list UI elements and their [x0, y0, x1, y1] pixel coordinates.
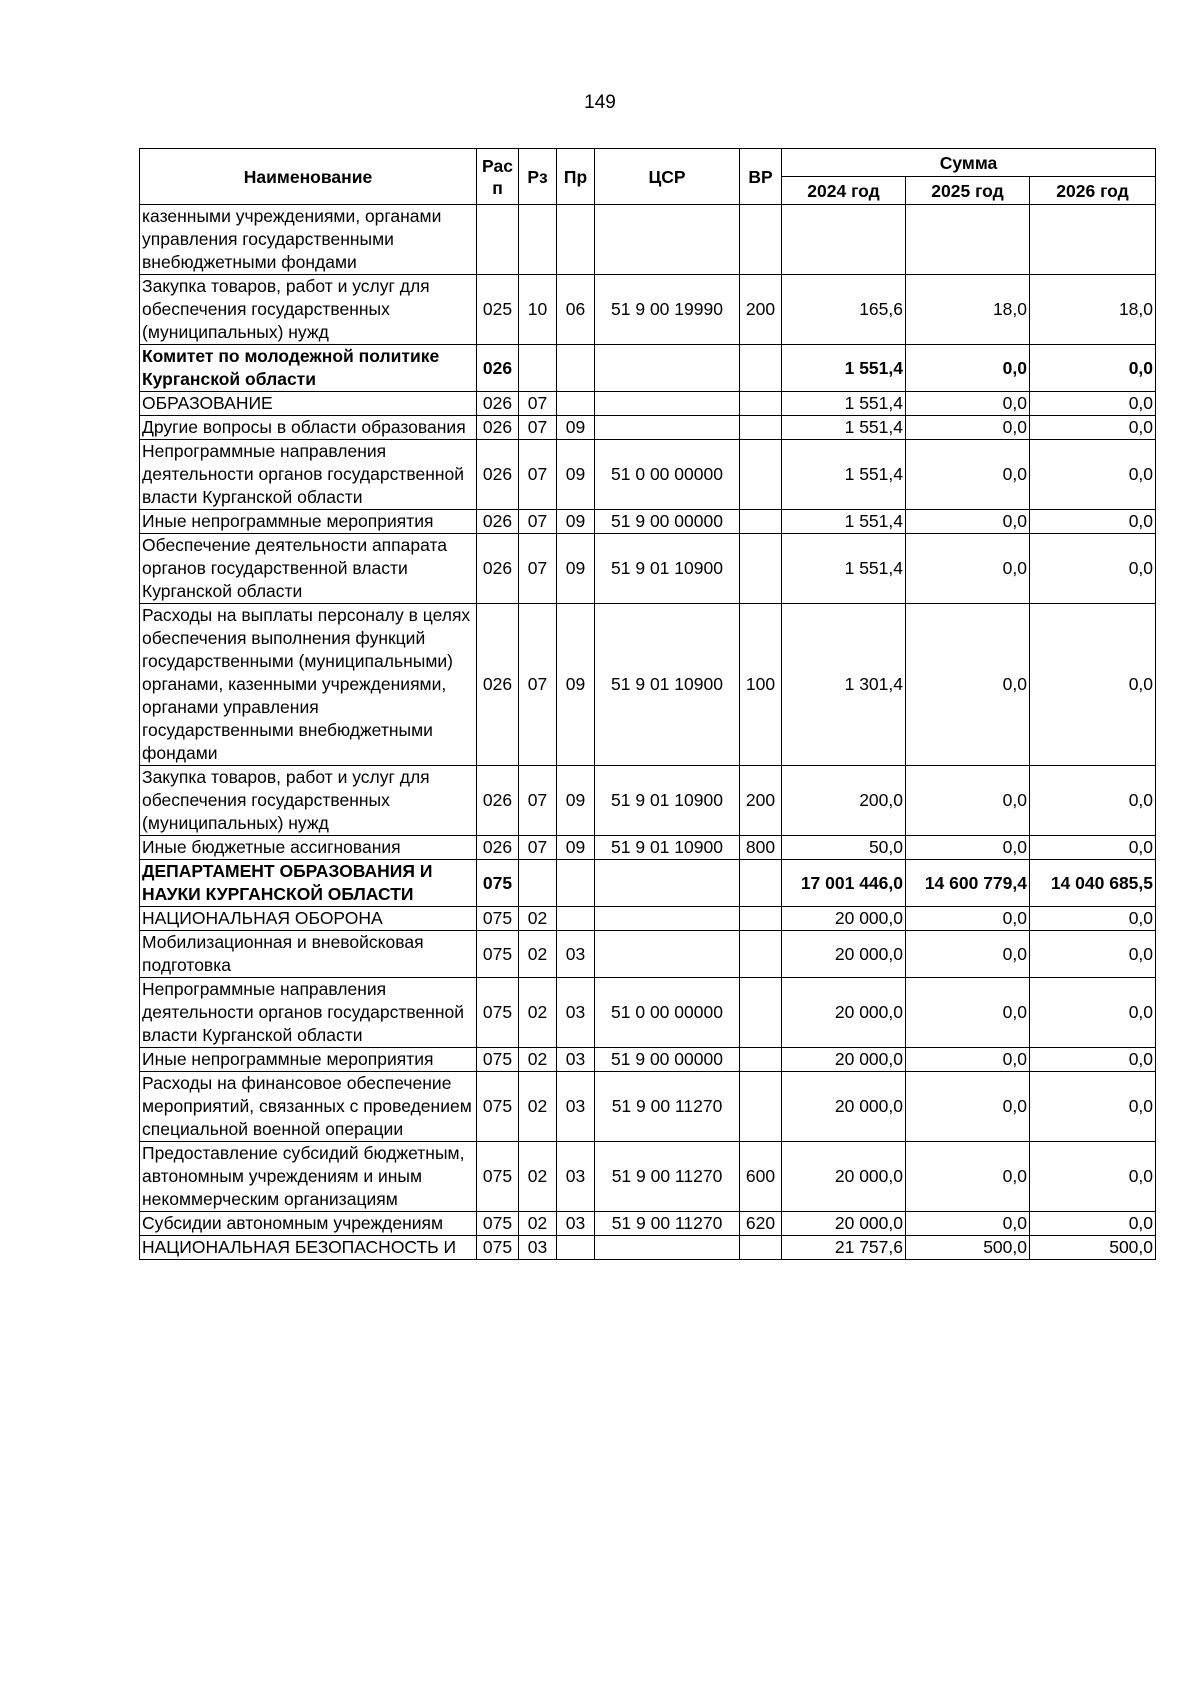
cell-2026: 0,0 — [1030, 440, 1156, 510]
cell-vr — [740, 534, 782, 604]
cell-2026: 0,0 — [1030, 978, 1156, 1048]
cell-csr: 51 0 00 00000 — [595, 978, 740, 1048]
table-row — [140, 1236, 1156, 1260]
cell-csr — [595, 416, 740, 440]
cell-rasp: 075 — [477, 1072, 519, 1142]
cell-2025: 0,0 — [906, 604, 1030, 766]
cell-name: Расходы на финансовое обеспечение мероприятий, связанных с проведением специальной военной операции — [140, 1072, 477, 1142]
cell-name: ОБРАЗОВАНИЕ — [140, 392, 477, 416]
table-row — [140, 907, 1156, 931]
header-year-2024: 2024 год — [782, 177, 906, 205]
cell-vr: 620 — [740, 1212, 782, 1236]
cell-vr — [740, 205, 782, 275]
cell-vr — [740, 1236, 782, 1260]
cell-name: Обеспечение деятельности аппарата органов государственной власти Курганской области — [140, 534, 477, 604]
cell-rasp: 026 — [477, 345, 519, 392]
cell-pr: 03 — [557, 931, 595, 978]
cell-rasp: 075 — [477, 1236, 519, 1260]
table-row — [140, 416, 1156, 440]
cell-csr: 51 9 00 11270 — [595, 1212, 740, 1236]
header-rz: Рз — [519, 149, 557, 205]
cell-pr — [557, 205, 595, 275]
cell-2025: 0,0 — [906, 440, 1030, 510]
cell-name: Предоставление субсидий бюджетным, автономным учреждениям и иным некоммерческим организациям — [140, 1142, 477, 1212]
cell-2024: 1 301,4 — [782, 604, 906, 766]
cell-rz: 07 — [519, 604, 557, 766]
cell-vr — [740, 978, 782, 1048]
cell-rz: 07 — [519, 392, 557, 416]
cell-pr: 03 — [557, 1212, 595, 1236]
cell-rasp: 026 — [477, 440, 519, 510]
cell-name: Закупка товаров, работ и услуг для обеспечения государственных (муниципальных) нужд — [140, 275, 477, 345]
cell-2025: 14 600 779,4 — [906, 860, 1030, 907]
table-row — [140, 766, 1156, 836]
cell-csr: 51 9 00 11270 — [595, 1072, 740, 1142]
cell-2026: 0,0 — [1030, 766, 1156, 836]
cell-name: Комитет по молодежной политике Курганской области — [140, 345, 477, 392]
table-row — [140, 275, 1156, 345]
table-row — [140, 860, 1156, 907]
cell-pr: 03 — [557, 1142, 595, 1212]
cell-rasp: 026 — [477, 604, 519, 766]
cell-2024: 20 000,0 — [782, 978, 906, 1048]
cell-vr — [740, 345, 782, 392]
cell-2025: 0,0 — [906, 392, 1030, 416]
cell-2026: 500,0 — [1030, 1236, 1156, 1260]
cell-rz: 07 — [519, 534, 557, 604]
cell-csr: 51 9 00 11270 — [595, 1142, 740, 1212]
header-rasp: Рас п — [477, 149, 519, 205]
cell-name: Другие вопросы в области образования — [140, 416, 477, 440]
cell-rz: 03 — [519, 1236, 557, 1260]
cell-csr: 51 9 00 00000 — [595, 1048, 740, 1072]
cell-rasp: 075 — [477, 978, 519, 1048]
cell-2026: 0,0 — [1030, 907, 1156, 931]
cell-vr — [740, 1072, 782, 1142]
cell-pr: 09 — [557, 604, 595, 766]
cell-vr — [740, 416, 782, 440]
cell-2024: 20 000,0 — [782, 1142, 906, 1212]
cell-rasp: 026 — [477, 510, 519, 534]
cell-csr — [595, 860, 740, 907]
cell-2025: 18,0 — [906, 275, 1030, 345]
cell-pr: 03 — [557, 978, 595, 1048]
table-row — [140, 1048, 1156, 1072]
table-row — [140, 440, 1156, 510]
cell-pr: 09 — [557, 440, 595, 510]
cell-rasp: 075 — [477, 1142, 519, 1212]
cell-rz: 07 — [519, 510, 557, 534]
table-row — [140, 604, 1156, 766]
cell-2025: 0,0 — [906, 345, 1030, 392]
header-year-2026: 2026 год — [1030, 177, 1156, 205]
table-row — [140, 1142, 1156, 1212]
cell-vr — [740, 1048, 782, 1072]
cell-name: Непрограммные направления деятельности органов государственной власти Курганской области — [140, 978, 477, 1048]
cell-2024 — [782, 205, 906, 275]
cell-2025: 500,0 — [906, 1236, 1030, 1260]
cell-rz: 07 — [519, 416, 557, 440]
cell-rz: 02 — [519, 931, 557, 978]
cell-2024: 20 000,0 — [782, 1072, 906, 1142]
cell-pr — [557, 1236, 595, 1260]
cell-2024: 1 551,4 — [782, 392, 906, 416]
cell-pr — [557, 907, 595, 931]
cell-pr — [557, 345, 595, 392]
cell-rasp: 026 — [477, 392, 519, 416]
cell-2024: 21 757,6 — [782, 1236, 906, 1260]
cell-vr: 200 — [740, 275, 782, 345]
cell-2025: 0,0 — [906, 510, 1030, 534]
cell-2025: 0,0 — [906, 1142, 1030, 1212]
cell-2025: 0,0 — [906, 416, 1030, 440]
cell-pr: 06 — [557, 275, 595, 345]
cell-pr: 09 — [557, 836, 595, 860]
table-row — [140, 1212, 1156, 1236]
cell-vr — [740, 907, 782, 931]
cell-vr: 600 — [740, 1142, 782, 1212]
cell-2026: 0,0 — [1030, 416, 1156, 440]
cell-rasp: 026 — [477, 766, 519, 836]
cell-rz: 07 — [519, 766, 557, 836]
cell-vr — [740, 860, 782, 907]
cell-rasp — [477, 205, 519, 275]
cell-rz: 07 — [519, 836, 557, 860]
table-row — [140, 534, 1156, 604]
table-row — [140, 345, 1156, 392]
cell-rasp: 075 — [477, 1048, 519, 1072]
cell-2026: 0,0 — [1030, 510, 1156, 534]
cell-csr: 51 9 01 10900 — [595, 604, 740, 766]
cell-name: НАЦИОНАЛЬНАЯ ОБОРОНА — [140, 907, 477, 931]
table-header — [140, 149, 1156, 205]
cell-2026: 0,0 — [1030, 931, 1156, 978]
cell-csr: 51 9 01 10900 — [595, 836, 740, 860]
cell-2026 — [1030, 205, 1156, 275]
cell-vr — [740, 440, 782, 510]
cell-2025: 0,0 — [906, 766, 1030, 836]
cell-rz — [519, 860, 557, 907]
cell-rz — [519, 205, 557, 275]
header-name: Наименование — [140, 149, 477, 205]
budget-table — [139, 148, 1156, 1260]
cell-rz: 02 — [519, 1142, 557, 1212]
table-row — [140, 836, 1156, 860]
header-csr: ЦСР — [595, 149, 740, 205]
table-row — [140, 931, 1156, 978]
table-row — [140, 510, 1156, 534]
page-number: 149 — [584, 92, 616, 113]
cell-2024: 20 000,0 — [782, 907, 906, 931]
cell-pr: 03 — [557, 1048, 595, 1072]
cell-rasp: 026 — [477, 416, 519, 440]
cell-vr — [740, 510, 782, 534]
cell-2025: 0,0 — [906, 836, 1030, 860]
cell-2025: 0,0 — [906, 931, 1030, 978]
cell-csr — [595, 205, 740, 275]
cell-rasp: 075 — [477, 860, 519, 907]
cell-pr: 09 — [557, 534, 595, 604]
cell-name: Мобилизационная и вневойсковая подготовка — [140, 931, 477, 978]
cell-2024: 200,0 — [782, 766, 906, 836]
cell-rasp: 075 — [477, 1212, 519, 1236]
cell-csr — [595, 931, 740, 978]
cell-2024: 50,0 — [782, 836, 906, 860]
cell-2024: 17 001 446,0 — [782, 860, 906, 907]
cell-rz: 02 — [519, 978, 557, 1048]
cell-2026: 0,0 — [1030, 1072, 1156, 1142]
cell-rz: 07 — [519, 440, 557, 510]
cell-vr: 200 — [740, 766, 782, 836]
cell-2025 — [906, 205, 1030, 275]
cell-2025: 0,0 — [906, 1072, 1030, 1142]
header-pr: Пр — [557, 149, 595, 205]
table-row — [140, 1072, 1156, 1142]
cell-rasp: 026 — [477, 534, 519, 604]
cell-vr — [740, 392, 782, 416]
cell-2024: 1 551,4 — [782, 416, 906, 440]
cell-rasp: 075 — [477, 907, 519, 931]
cell-csr: 51 0 00 00000 — [595, 440, 740, 510]
cell-name: Субсидии автономным учреждениям — [140, 1212, 477, 1236]
cell-name: Закупка товаров, работ и услуг для обеспечения государственных (муниципальных) нужд — [140, 766, 477, 836]
cell-csr — [595, 1236, 740, 1260]
table-row — [140, 978, 1156, 1048]
cell-2025: 0,0 — [906, 907, 1030, 931]
cell-name: Расходы на выплаты персоналу в целях обеспечения выполнения функций государственными (муниципальными) органами, казенными учреждениями, органами управления государственными внебюджетными фондами — [140, 604, 477, 766]
cell-name: Иные непрограммные мероприятия — [140, 510, 477, 534]
cell-name: Непрограммные направления деятельности органов государственной власти Курганской области — [140, 440, 477, 510]
cell-2026: 18,0 — [1030, 275, 1156, 345]
cell-rasp: 026 — [477, 836, 519, 860]
table-row — [140, 392, 1156, 416]
cell-csr: 51 9 01 10900 — [595, 534, 740, 604]
cell-2024: 20 000,0 — [782, 1212, 906, 1236]
cell-name: ДЕПАРТАМЕНТ ОБРАЗОВАНИЯ И НАУКИ КУРГАНСКОЙ ОБЛАСТИ — [140, 860, 477, 907]
cell-2025: 0,0 — [906, 1212, 1030, 1236]
cell-vr — [740, 931, 782, 978]
cell-2026: 14 040 685,5 — [1030, 860, 1156, 907]
cell-rz: 02 — [519, 1048, 557, 1072]
cell-csr: 51 9 01 10900 — [595, 766, 740, 836]
cell-name: Иные бюджетные ассигнования — [140, 836, 477, 860]
cell-pr: 09 — [557, 416, 595, 440]
cell-2024: 1 551,4 — [782, 440, 906, 510]
cell-2026: 0,0 — [1030, 392, 1156, 416]
header-vr: ВР — [740, 149, 782, 205]
cell-2026: 0,0 — [1030, 1212, 1156, 1236]
cell-2026: 0,0 — [1030, 345, 1156, 392]
cell-pr — [557, 860, 595, 907]
cell-pr: 03 — [557, 1072, 595, 1142]
header-sum: Сумма — [782, 149, 1156, 177]
cell-vr: 800 — [740, 836, 782, 860]
cell-pr — [557, 392, 595, 416]
cell-2025: 0,0 — [906, 1048, 1030, 1072]
cell-rasp: 075 — [477, 931, 519, 978]
cell-pr: 09 — [557, 766, 595, 836]
cell-rz: 10 — [519, 275, 557, 345]
cell-name: казенными учреждениями, органами управления государственными внебюджетными фондами — [140, 205, 477, 275]
cell-2026: 0,0 — [1030, 1142, 1156, 1212]
cell-csr — [595, 345, 740, 392]
cell-name: Иные непрограммные мероприятия — [140, 1048, 477, 1072]
table-body — [140, 205, 1156, 1260]
cell-2026: 0,0 — [1030, 604, 1156, 766]
cell-rasp: 025 — [477, 275, 519, 345]
cell-2025: 0,0 — [906, 534, 1030, 604]
cell-2024: 1 551,4 — [782, 345, 906, 392]
cell-2024: 1 551,4 — [782, 510, 906, 534]
cell-2024: 165,6 — [782, 275, 906, 345]
header-year-2025: 2025 год — [906, 177, 1030, 205]
cell-csr — [595, 907, 740, 931]
cell-name: НАЦИОНАЛЬНАЯ БЕЗОПАСНОСТЬ И — [140, 1236, 477, 1260]
cell-rz: 02 — [519, 1212, 557, 1236]
cell-csr — [595, 392, 740, 416]
cell-vr: 100 — [740, 604, 782, 766]
cell-rz: 02 — [519, 907, 557, 931]
cell-2026: 0,0 — [1030, 836, 1156, 860]
cell-2024: 20 000,0 — [782, 931, 906, 978]
cell-2025: 0,0 — [906, 978, 1030, 1048]
table-row — [140, 205, 1156, 275]
cell-csr: 51 9 00 00000 — [595, 510, 740, 534]
cell-rz — [519, 345, 557, 392]
cell-2024: 1 551,4 — [782, 534, 906, 604]
cell-2026: 0,0 — [1030, 534, 1156, 604]
cell-csr: 51 9 00 19990 — [595, 275, 740, 345]
cell-pr: 09 — [557, 510, 595, 534]
cell-2024: 20 000,0 — [782, 1048, 906, 1072]
cell-2026: 0,0 — [1030, 1048, 1156, 1072]
cell-rz: 02 — [519, 1072, 557, 1142]
